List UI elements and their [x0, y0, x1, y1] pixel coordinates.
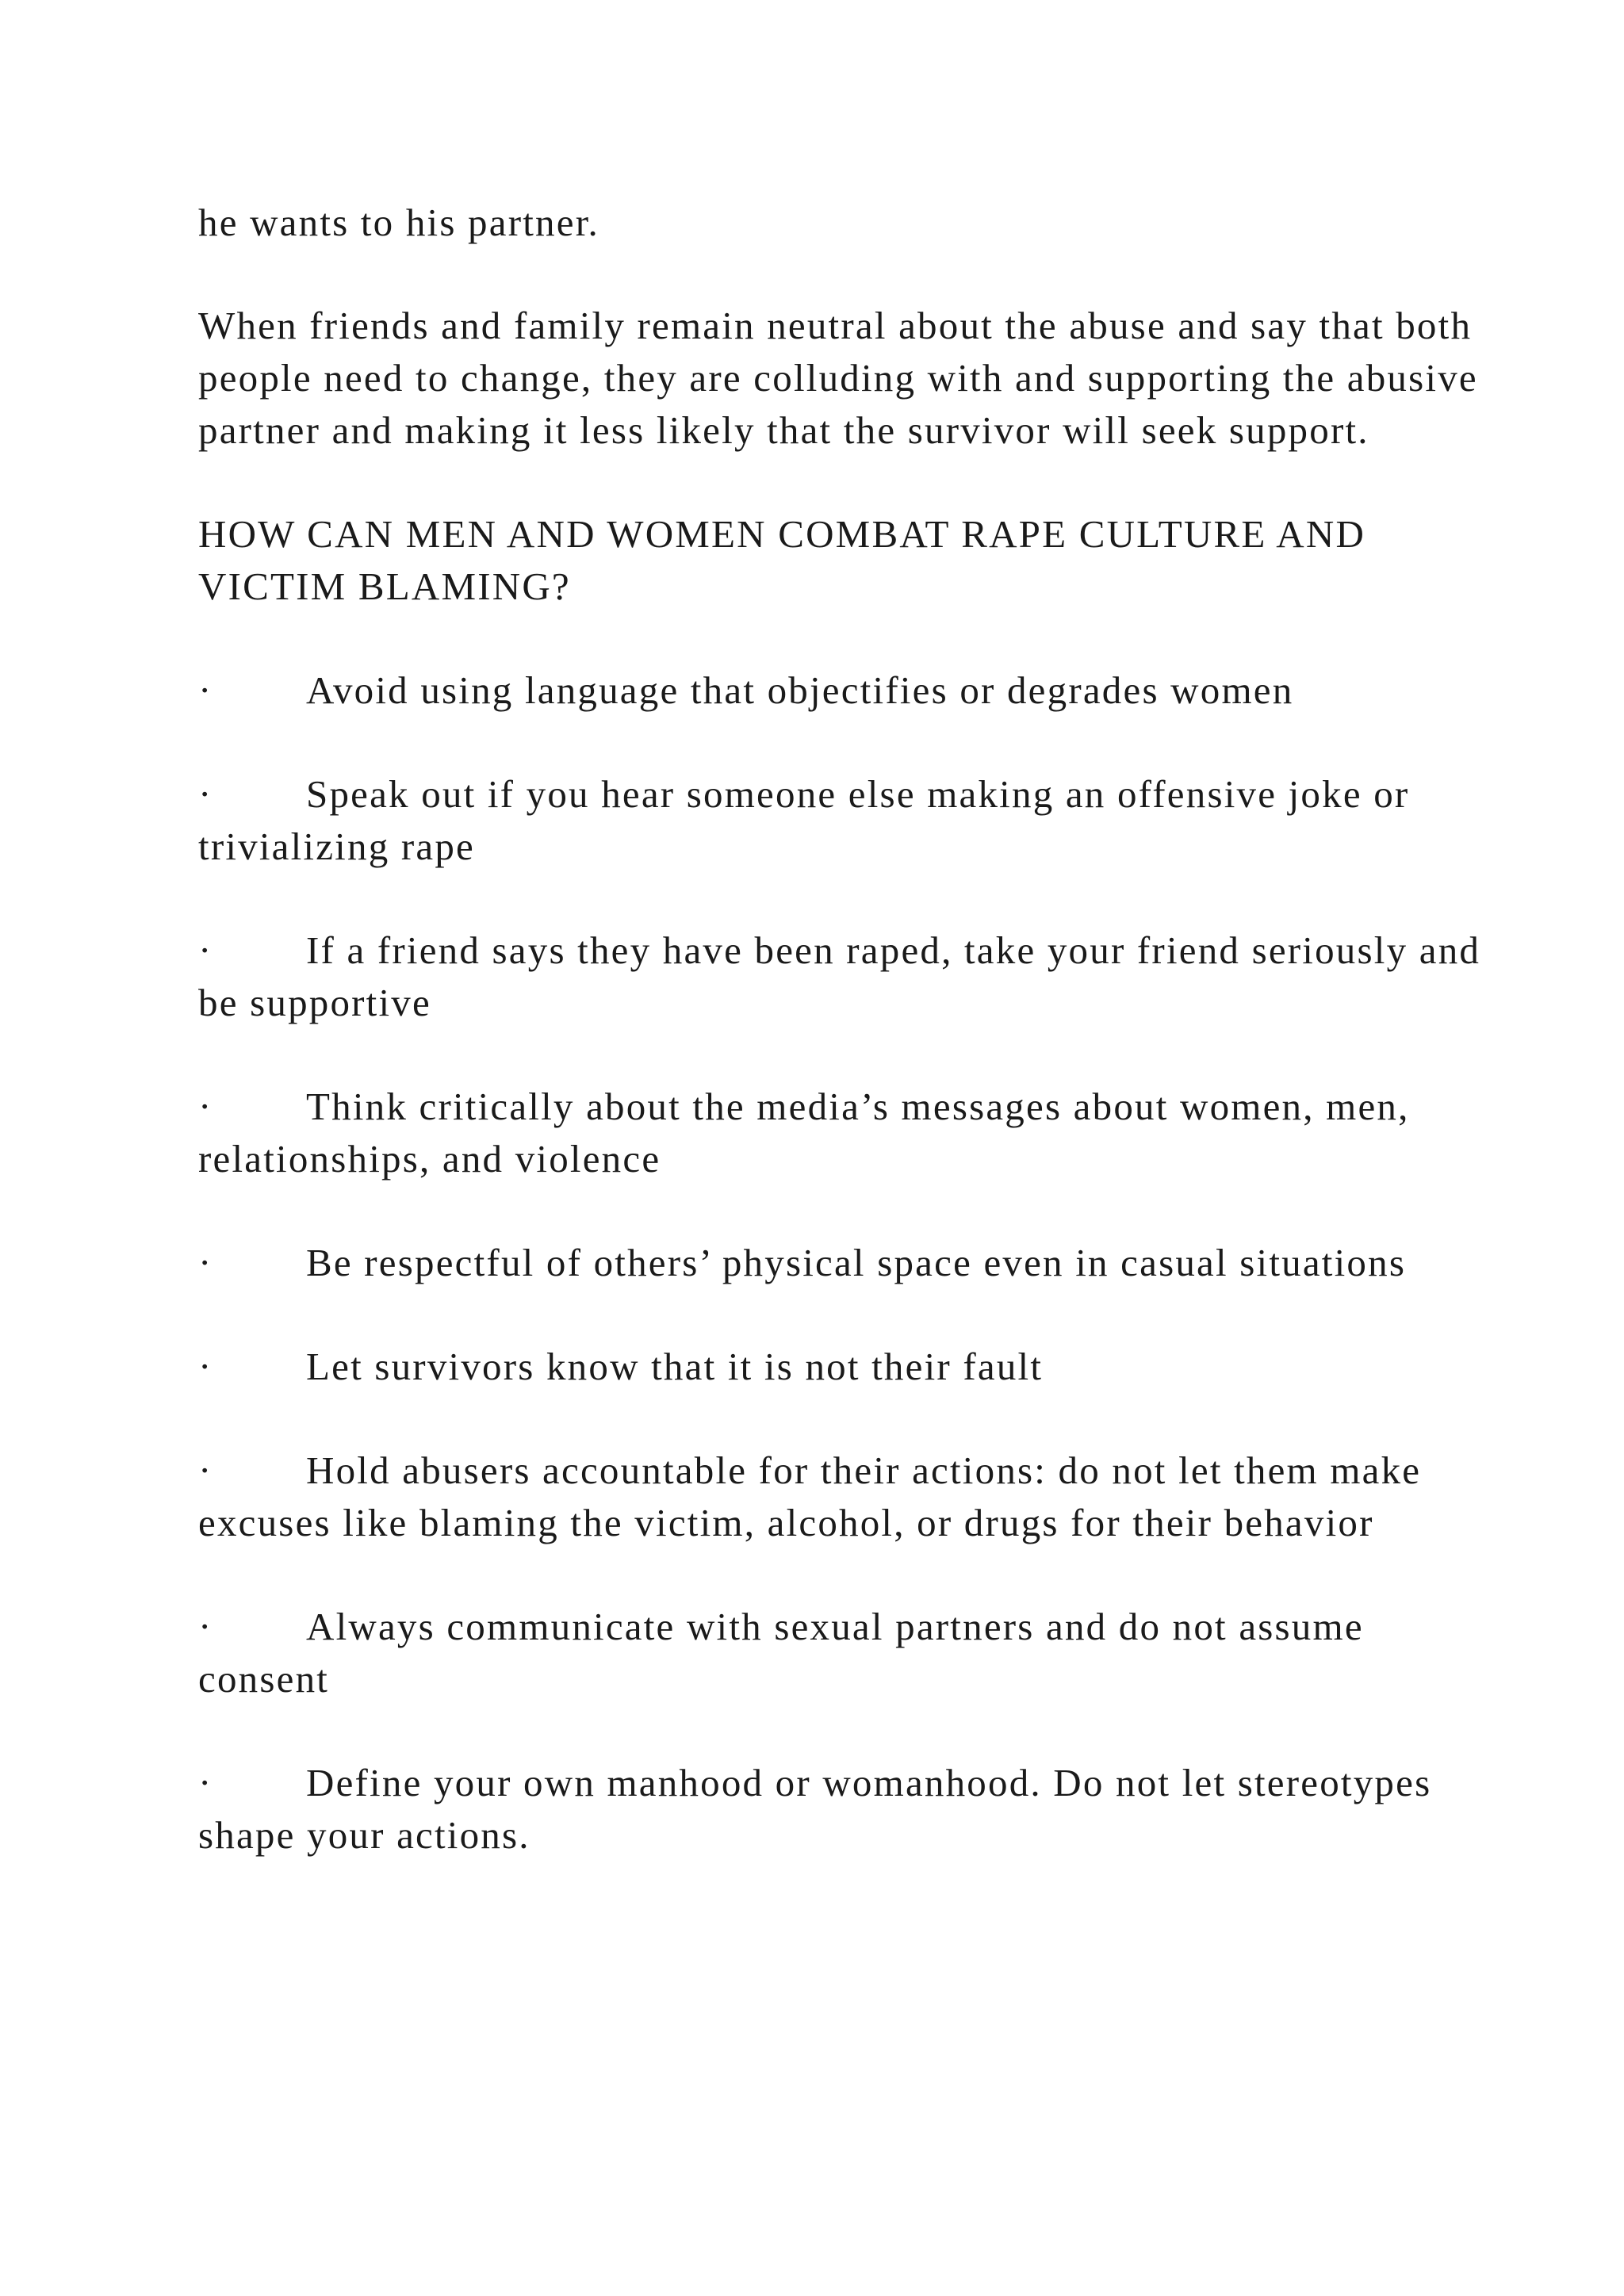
bullet-item [198, 1341, 1483, 1393]
bullet-text: Think critically about the media’s messages about women, men, relationships, and violence [198, 1085, 1410, 1181]
bullet-item [198, 1081, 1483, 1185]
bullet-item [198, 664, 1483, 717]
bullet-marker: · [198, 1605, 213, 1648]
bullet-item [198, 1757, 1483, 1862]
bullet-marker: · [198, 1448, 213, 1492]
bullet-text: Let survivors know that it is not their fault [306, 1345, 1044, 1388]
bullet-text: Avoid using language that objectifies or degrades women [306, 668, 1294, 712]
bullet-marker: · [198, 668, 213, 712]
bullet-text: Hold abusers accountable for their actions: do not let them make excuses like blaming the victim, alcohol, or drugs for their behavior [198, 1448, 1422, 1544]
bullet-marker: · [198, 1345, 213, 1388]
bullet-marker: · [198, 928, 213, 972]
bullet-text: If a friend says they have been raped, take your friend seriously and be supportive [198, 928, 1481, 1024]
document-body [198, 197, 1483, 1913]
bullet-item [198, 1237, 1483, 1289]
bullet-item [198, 1445, 1483, 1549]
paragraph-neutrality: When friends and family remain neutral about the abuse and say that both people need to change, they are colluding with and supporting the abusive partner and making it less likely that the survivor will seek support. [198, 304, 1478, 452]
bullet-text: Always communicate with sexual partners and do not assume consent [198, 1605, 1364, 1701]
bullet-marker: · [198, 1085, 213, 1128]
bullet-marker: · [198, 1241, 213, 1284]
bullet-text: Speak out if you hear someone else making an offensive joke or trivializing rape [198, 772, 1410, 868]
bullet-text: Be respectful of others’ physical space even in casual situations [306, 1241, 1407, 1284]
bullet-item [198, 1601, 1483, 1705]
paragraph-continuation: he wants to his partner. [198, 201, 599, 244]
bullet-item [198, 768, 1483, 873]
bullet-marker: · [198, 1761, 213, 1804]
bullet-marker: · [198, 772, 213, 816]
bullet-item [198, 924, 1483, 1029]
bullet-text: Define your own manhood or womanhood. Do not let stereotypes shape your actions. [198, 1761, 1432, 1857]
section-heading: HOW CAN MEN AND WOMEN COMBAT RAPE CULTURE AND VICTIM BLAMING? [198, 512, 1366, 608]
